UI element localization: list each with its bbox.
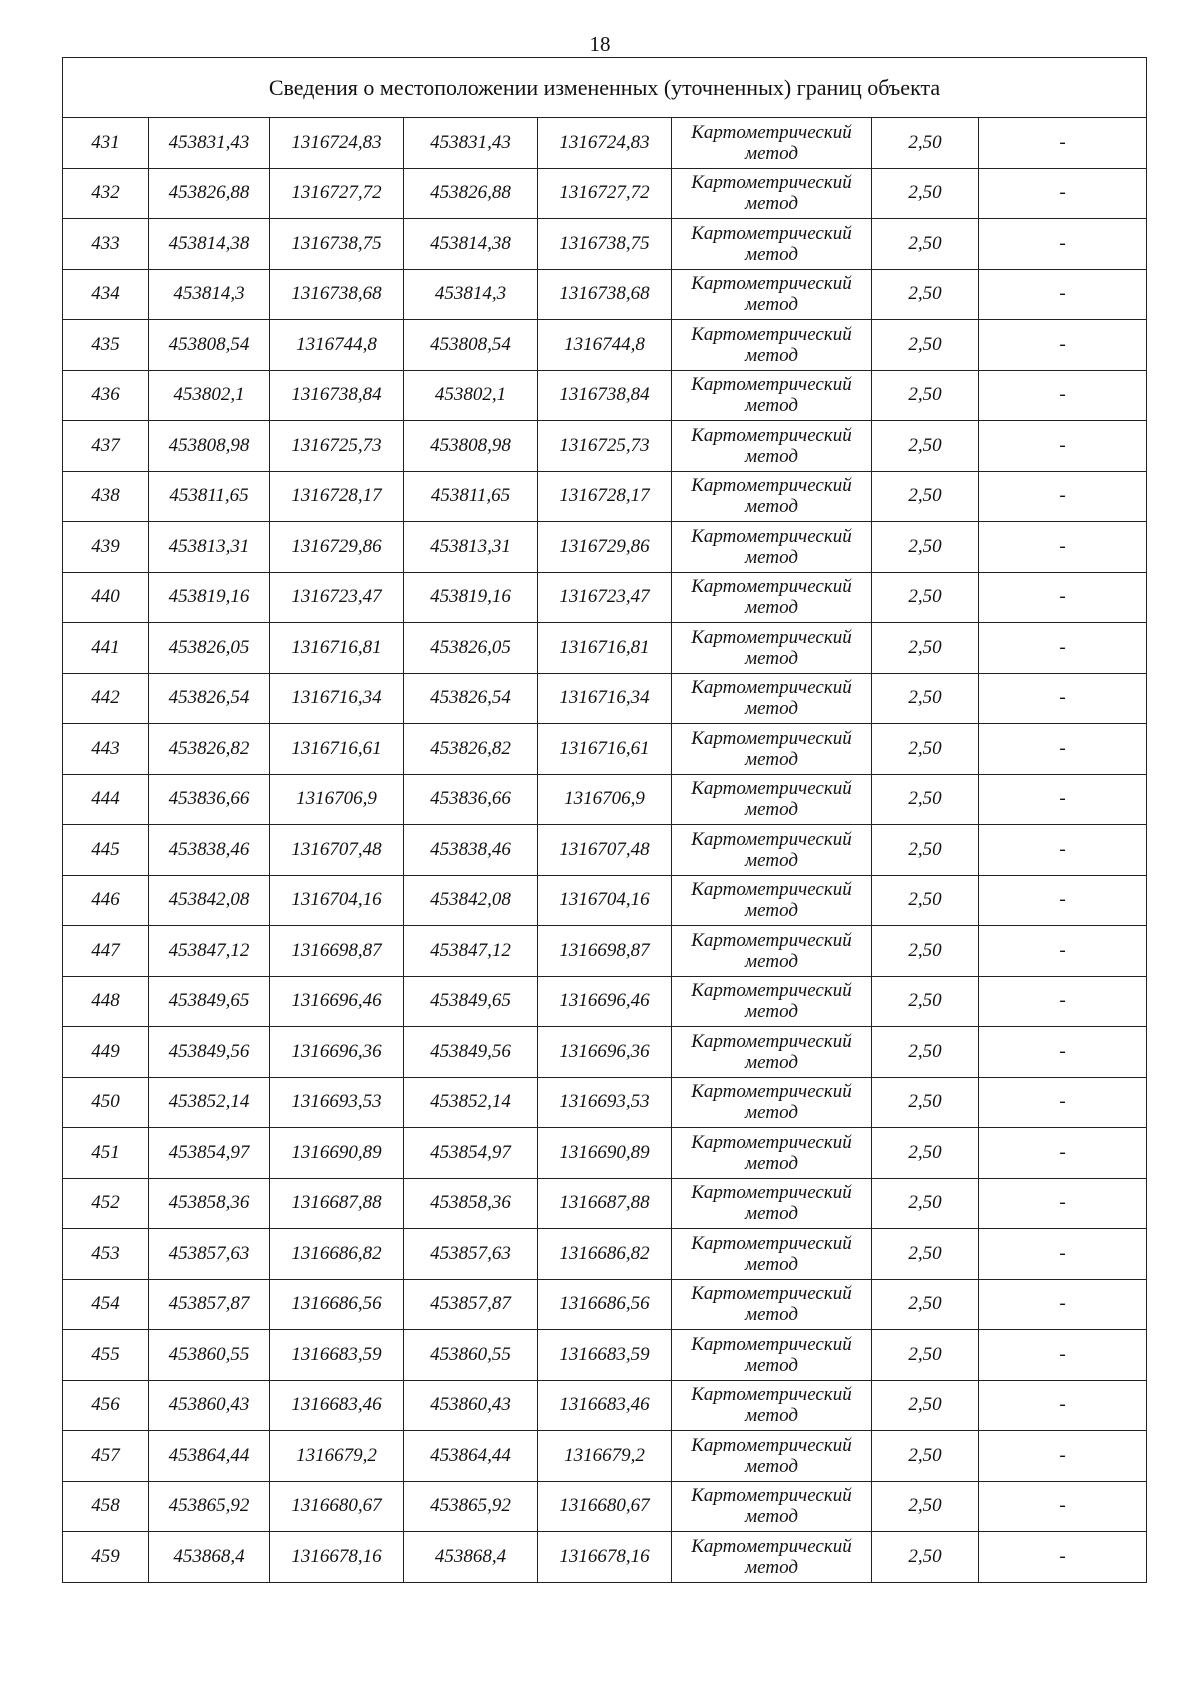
note-cell: - [979,1229,1147,1280]
method-cell: Картометрический метод [672,1279,872,1330]
x-existing-cell: 453808,98 [149,421,270,472]
point-number-cell: 457 [63,1431,149,1482]
point-number-cell: 435 [63,320,149,371]
x-existing-cell: 453838,46 [149,825,270,876]
note-cell: - [979,1077,1147,1128]
method-cell: Картометрический метод [672,219,872,270]
accuracy-cell: 2,50 [872,1279,979,1330]
point-number-cell: 456 [63,1380,149,1431]
note-cell: - [979,572,1147,623]
x-refined-cell: 453860,55 [404,1330,538,1381]
x-existing-cell: 453860,55 [149,1330,270,1381]
y-refined-cell: 1316698,87 [538,926,672,977]
y-existing-cell: 1316707,48 [270,825,404,876]
accuracy-cell: 2,50 [872,118,979,169]
x-existing-cell: 453814,3 [149,269,270,320]
y-refined-cell: 1316704,16 [538,875,672,926]
x-refined-cell: 453857,63 [404,1229,538,1280]
x-existing-cell: 453836,66 [149,774,270,825]
x-refined-cell: 453857,87 [404,1279,538,1330]
x-existing-cell: 453854,97 [149,1128,270,1179]
point-number-cell: 436 [63,370,149,421]
y-existing-cell: 1316725,73 [270,421,404,472]
note-cell: - [979,1027,1147,1078]
note-cell: - [979,1431,1147,1482]
x-existing-cell: 453865,92 [149,1481,270,1532]
x-refined-cell: 453802,1 [404,370,538,421]
note-cell: - [979,1128,1147,1179]
note-cell: - [979,1481,1147,1532]
accuracy-cell: 2,50 [872,572,979,623]
y-existing-cell: 1316683,46 [270,1380,404,1431]
point-number-cell: 450 [63,1077,149,1128]
note-cell: - [979,471,1147,522]
y-existing-cell: 1316678,16 [270,1532,404,1583]
x-existing-cell: 453849,56 [149,1027,270,1078]
y-existing-cell: 1316679,2 [270,1431,404,1482]
note-cell: - [979,320,1147,371]
point-number-cell: 441 [63,623,149,674]
method-cell: Картометрический метод [672,1481,872,1532]
method-cell: Картометрический метод [672,1380,872,1431]
y-existing-cell: 1316738,75 [270,219,404,270]
x-refined-cell: 453849,65 [404,976,538,1027]
table-row [63,926,1147,977]
note-cell: - [979,623,1147,674]
accuracy-cell: 2,50 [872,875,979,926]
y-refined-cell: 1316696,46 [538,976,672,1027]
y-refined-cell: 1316686,82 [538,1229,672,1280]
y-refined-cell: 1316706,9 [538,774,672,825]
x-refined-cell: 453860,43 [404,1380,538,1431]
y-existing-cell: 1316716,34 [270,673,404,724]
y-existing-cell: 1316744,8 [270,320,404,371]
y-refined-cell: 1316690,89 [538,1128,672,1179]
table-row [63,1431,1147,1482]
accuracy-cell: 2,50 [872,1330,979,1381]
x-existing-cell: 453811,65 [149,471,270,522]
point-number-cell: 459 [63,1532,149,1583]
point-number-cell: 445 [63,825,149,876]
note-cell: - [979,1178,1147,1229]
point-number-cell: 455 [63,1330,149,1381]
method-cell: Картометрический метод [672,1431,872,1482]
note-cell: - [979,774,1147,825]
point-number-cell: 453 [63,1229,149,1280]
y-existing-cell: 1316716,81 [270,623,404,674]
method-cell: Картометрический метод [672,1027,872,1078]
method-cell: Картометрический метод [672,1229,872,1280]
table-row [63,875,1147,926]
y-refined-cell: 1316686,56 [538,1279,672,1330]
point-number-cell: 452 [63,1178,149,1229]
method-cell: Картометрический метод [672,1330,872,1381]
method-cell: Картометрический метод [672,471,872,522]
table-row [63,219,1147,270]
accuracy-cell: 2,50 [872,1027,979,1078]
x-existing-cell: 453847,12 [149,926,270,977]
note-cell: - [979,118,1147,169]
x-existing-cell: 453819,16 [149,572,270,623]
table-row [63,724,1147,775]
point-number-cell: 458 [63,1481,149,1532]
y-existing-cell: 1316728,17 [270,471,404,522]
table-row [63,421,1147,472]
table-row [63,1279,1147,1330]
y-existing-cell: 1316727,72 [270,168,404,219]
method-cell: Картометрический метод [672,976,872,1027]
x-refined-cell: 453849,56 [404,1027,538,1078]
accuracy-cell: 2,50 [872,976,979,1027]
x-existing-cell: 453826,54 [149,673,270,724]
x-refined-cell: 453847,12 [404,926,538,977]
method-cell: Картометрический метод [672,1178,872,1229]
y-refined-cell: 1316727,72 [538,168,672,219]
y-refined-cell: 1316696,36 [538,1027,672,1078]
accuracy-cell: 2,50 [872,774,979,825]
method-cell: Картометрический метод [672,168,872,219]
accuracy-cell: 2,50 [872,421,979,472]
table-row [63,320,1147,371]
x-existing-cell: 453802,1 [149,370,270,421]
boundary-coordinates-table [62,57,1147,1583]
note-cell: - [979,370,1147,421]
table-title: Сведения о местоположении измененных (уточненных) границ объекта [63,58,1147,118]
note-cell: - [979,724,1147,775]
x-refined-cell: 453826,88 [404,168,538,219]
table-row [63,623,1147,674]
x-refined-cell: 453814,3 [404,269,538,320]
x-existing-cell: 453849,65 [149,976,270,1027]
note-cell: - [979,1279,1147,1330]
y-existing-cell: 1316683,59 [270,1330,404,1381]
note-cell: - [979,1532,1147,1583]
y-existing-cell: 1316716,61 [270,724,404,775]
y-refined-cell: 1316683,59 [538,1330,672,1381]
x-refined-cell: 453864,44 [404,1431,538,1482]
y-refined-cell: 1316693,53 [538,1077,672,1128]
x-existing-cell: 453826,05 [149,623,270,674]
point-number-cell: 431 [63,118,149,169]
y-existing-cell: 1316696,36 [270,1027,404,1078]
method-cell: Картометрический метод [672,118,872,169]
y-refined-cell: 1316687,88 [538,1178,672,1229]
point-number-cell: 433 [63,219,149,270]
x-existing-cell: 453826,82 [149,724,270,775]
point-number-cell: 448 [63,976,149,1027]
method-cell: Картометрический метод [672,825,872,876]
point-number-cell: 439 [63,522,149,573]
method-cell: Картометрический метод [672,522,872,573]
table-row [63,572,1147,623]
y-refined-cell: 1316678,16 [538,1532,672,1583]
method-cell: Картометрический метод [672,1532,872,1583]
point-number-cell: 434 [63,269,149,320]
x-existing-cell: 453857,63 [149,1229,270,1280]
x-refined-cell: 453868,4 [404,1532,538,1583]
y-refined-cell: 1316738,68 [538,269,672,320]
method-cell: Картометрический метод [672,1128,872,1179]
method-cell: Картометрический метод [672,370,872,421]
x-existing-cell: 453808,54 [149,320,270,371]
y-refined-cell: 1316683,46 [538,1380,672,1431]
table-row [63,1229,1147,1280]
table-row [63,1380,1147,1431]
y-refined-cell: 1316716,81 [538,623,672,674]
y-existing-cell: 1316723,47 [270,572,404,623]
x-refined-cell: 453838,46 [404,825,538,876]
table-row [63,522,1147,573]
table-row [63,1532,1147,1583]
table-row [63,673,1147,724]
point-number-cell: 440 [63,572,149,623]
x-refined-cell: 453819,16 [404,572,538,623]
point-number-cell: 451 [63,1128,149,1179]
x-refined-cell: 453852,14 [404,1077,538,1128]
table-title-row [63,58,1147,118]
x-refined-cell: 453811,65 [404,471,538,522]
note-cell: - [979,825,1147,876]
x-refined-cell: 453808,54 [404,320,538,371]
y-existing-cell: 1316693,53 [270,1077,404,1128]
point-number-cell: 438 [63,471,149,522]
y-existing-cell: 1316729,86 [270,522,404,573]
x-refined-cell: 453831,43 [404,118,538,169]
method-cell: Картометрический метод [672,1077,872,1128]
y-refined-cell: 1316744,8 [538,320,672,371]
accuracy-cell: 2,50 [872,1077,979,1128]
method-cell: Картометрический метод [672,774,872,825]
accuracy-cell: 2,50 [872,168,979,219]
note-cell: - [979,1330,1147,1381]
x-existing-cell: 453826,88 [149,168,270,219]
accuracy-cell: 2,50 [872,1380,979,1431]
y-refined-cell: 1316716,34 [538,673,672,724]
x-refined-cell: 453836,66 [404,774,538,825]
method-cell: Картометрический метод [672,926,872,977]
point-number-cell: 442 [63,673,149,724]
point-number-cell: 447 [63,926,149,977]
y-existing-cell: 1316686,82 [270,1229,404,1280]
table-body [63,58,1147,1583]
table-row [63,976,1147,1027]
y-refined-cell: 1316725,73 [538,421,672,472]
accuracy-cell: 2,50 [872,926,979,977]
note-cell: - [979,219,1147,270]
y-refined-cell: 1316707,48 [538,825,672,876]
y-refined-cell: 1316738,84 [538,370,672,421]
point-number-cell: 444 [63,774,149,825]
table-row [63,1027,1147,1078]
x-refined-cell: 453826,54 [404,673,538,724]
accuracy-cell: 2,50 [872,320,979,371]
y-refined-cell: 1316728,17 [538,471,672,522]
x-refined-cell: 453826,05 [404,623,538,674]
y-existing-cell: 1316696,46 [270,976,404,1027]
table-row [63,370,1147,421]
accuracy-cell: 2,50 [872,269,979,320]
table-row [63,1077,1147,1128]
method-cell: Картометрический метод [672,269,872,320]
method-cell: Картометрический метод [672,724,872,775]
x-refined-cell: 453842,08 [404,875,538,926]
x-refined-cell: 453858,36 [404,1178,538,1229]
table-row [63,774,1147,825]
x-existing-cell: 453864,44 [149,1431,270,1482]
y-existing-cell: 1316704,16 [270,875,404,926]
y-existing-cell: 1316724,83 [270,118,404,169]
note-cell: - [979,269,1147,320]
x-existing-cell: 453858,36 [149,1178,270,1229]
point-number-cell: 437 [63,421,149,472]
y-refined-cell: 1316679,2 [538,1431,672,1482]
table-row [63,269,1147,320]
accuracy-cell: 2,50 [872,1229,979,1280]
x-existing-cell: 453831,43 [149,118,270,169]
point-number-cell: 443 [63,724,149,775]
note-cell: - [979,926,1147,977]
point-number-cell: 432 [63,168,149,219]
accuracy-cell: 2,50 [872,724,979,775]
y-refined-cell: 1316724,83 [538,118,672,169]
table-row [63,118,1147,169]
table-row [63,168,1147,219]
y-existing-cell: 1316698,87 [270,926,404,977]
y-existing-cell: 1316738,68 [270,269,404,320]
note-cell: - [979,673,1147,724]
method-cell: Картометрический метод [672,673,872,724]
table-row [63,1330,1147,1381]
accuracy-cell: 2,50 [872,219,979,270]
y-refined-cell: 1316680,67 [538,1481,672,1532]
point-number-cell: 449 [63,1027,149,1078]
x-existing-cell: 453842,08 [149,875,270,926]
x-existing-cell: 453857,87 [149,1279,270,1330]
x-refined-cell: 453813,31 [404,522,538,573]
y-existing-cell: 1316687,88 [270,1178,404,1229]
y-existing-cell: 1316680,67 [270,1481,404,1532]
table-row [63,1128,1147,1179]
point-number-cell: 446 [63,875,149,926]
x-existing-cell: 453868,4 [149,1532,270,1583]
x-refined-cell: 453865,92 [404,1481,538,1532]
y-existing-cell: 1316690,89 [270,1128,404,1179]
x-existing-cell: 453852,14 [149,1077,270,1128]
x-refined-cell: 453808,98 [404,421,538,472]
y-existing-cell: 1316706,9 [270,774,404,825]
table-row [63,1481,1147,1532]
x-refined-cell: 453826,82 [404,724,538,775]
accuracy-cell: 2,50 [872,1128,979,1179]
accuracy-cell: 2,50 [872,1431,979,1482]
table-row [63,1178,1147,1229]
note-cell: - [979,1380,1147,1431]
accuracy-cell: 2,50 [872,522,979,573]
y-refined-cell: 1316729,86 [538,522,672,573]
y-refined-cell: 1316716,61 [538,724,672,775]
accuracy-cell: 2,50 [872,1481,979,1532]
table-row [63,825,1147,876]
accuracy-cell: 2,50 [872,1532,979,1583]
accuracy-cell: 2,50 [872,623,979,674]
point-number-cell: 454 [63,1279,149,1330]
note-cell: - [979,168,1147,219]
y-existing-cell: 1316686,56 [270,1279,404,1330]
accuracy-cell: 2,50 [872,370,979,421]
method-cell: Картометрический метод [672,421,872,472]
page-number: 18 [589,32,611,56]
note-cell: - [979,976,1147,1027]
x-refined-cell: 453814,38 [404,219,538,270]
accuracy-cell: 2,50 [872,1178,979,1229]
accuracy-cell: 2,50 [872,673,979,724]
table-row [63,471,1147,522]
method-cell: Картометрический метод [672,623,872,674]
accuracy-cell: 2,50 [872,825,979,876]
x-existing-cell: 453814,38 [149,219,270,270]
y-refined-cell: 1316723,47 [538,572,672,623]
y-existing-cell: 1316738,84 [270,370,404,421]
accuracy-cell: 2,50 [872,471,979,522]
method-cell: Картометрический метод [672,875,872,926]
x-existing-cell: 453813,31 [149,522,270,573]
note-cell: - [979,875,1147,926]
y-refined-cell: 1316738,75 [538,219,672,270]
note-cell: - [979,522,1147,573]
x-refined-cell: 453854,97 [404,1128,538,1179]
method-cell: Картометрический метод [672,572,872,623]
note-cell: - [979,421,1147,472]
x-existing-cell: 453860,43 [149,1380,270,1431]
method-cell: Картометрический метод [672,320,872,371]
